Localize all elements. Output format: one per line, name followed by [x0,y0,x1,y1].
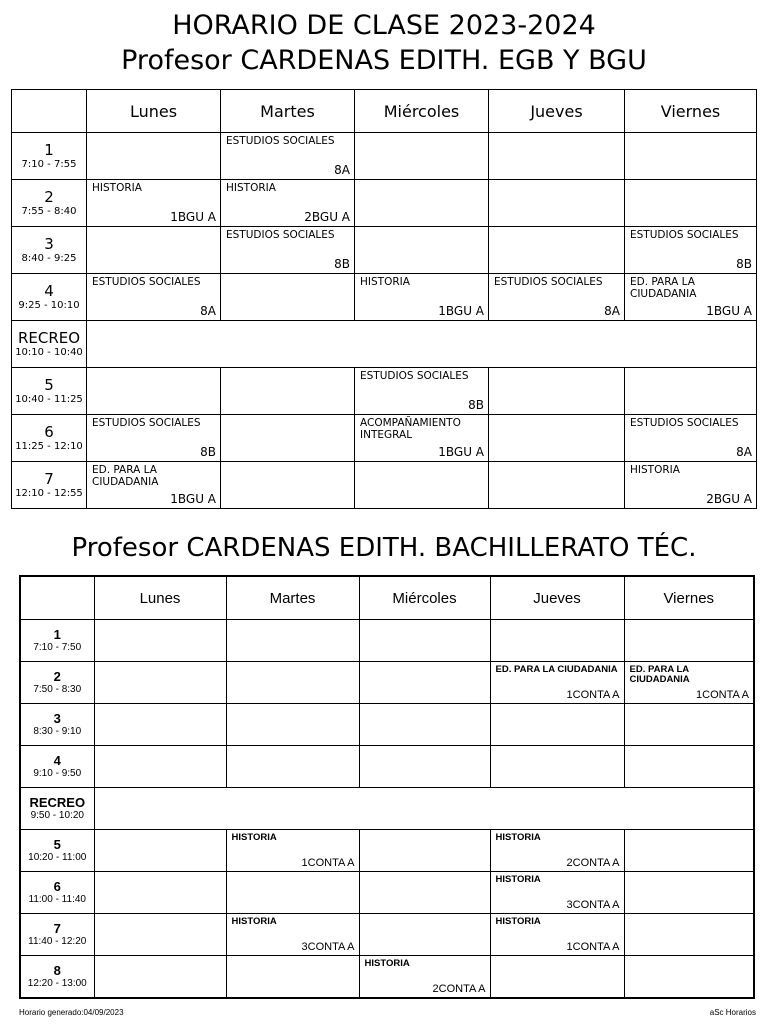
class-cell [226,830,359,872]
group-name: 8B [468,398,484,412]
group-name: 8B [200,445,216,459]
empty-cell [355,227,489,274]
recess-cell [94,788,754,830]
teacher-title-egb: Profesor CARDENAS EDITH. EGB Y BGU [121,45,647,76]
subject-name: HISTORIA [92,182,142,194]
period-time: 7:50 - 8:30 [33,684,82,696]
empty-cell [489,180,625,227]
period-row [12,274,757,321]
class-cell [490,662,624,704]
period-row [20,620,754,662]
class-cell [87,462,221,509]
group-name: 1CONTA A [696,689,749,701]
teacher-title-bachillerato: Profesor CARDENAS EDITH. BACHILLERATO TÉC. [71,533,697,563]
empty-cell [94,956,226,999]
group-name: 8A [200,304,216,318]
period-time: 11:40 - 12:20 [28,936,87,948]
empty-cell [490,620,624,662]
subject-name: ESTUDIOS SOCIALES [494,276,603,288]
class-cell [226,914,359,956]
class-cell [490,914,624,956]
schedule-title: HORARIO DE CLASE 2023-2024 [172,10,596,41]
empty-cell [489,133,625,180]
empty-cell [359,662,490,704]
period-label: 8 [53,962,61,978]
empty-cell [359,914,490,956]
period-row [12,368,757,415]
empty-cell [490,746,624,788]
subject-name: HISTORIA [231,916,277,927]
empty-cell [221,368,355,415]
period-label: 3 [44,235,54,254]
header-row [12,90,757,133]
empty-cell [625,368,757,415]
group-name: 8B [334,257,350,271]
class-cell [87,180,221,227]
period-time: 9:50 - 10:20 [30,810,84,822]
group-name: 2BGU A [706,492,752,506]
period-time: 11:00 - 11:40 [28,894,86,906]
period-cell [20,746,94,788]
subject-name: ED. PARA LA CIUDADANIA [495,664,618,675]
empty-cell [489,415,625,462]
class-cell [489,274,625,321]
period-label: 3 [53,710,61,726]
subject-name: HISTORIA [364,958,410,969]
period-row [20,956,754,999]
subject-name: HISTORIA [495,832,541,843]
empty-cell [359,830,490,872]
day-header: Lunes [94,576,226,620]
class-cell [355,274,489,321]
subject-name: ED. PARA LA CIUDADANIA [92,464,159,488]
group-name: 1CONTA A [566,941,620,953]
empty-cell [221,415,355,462]
day-header: Jueves [489,90,625,133]
group-name: 3CONTA A [301,941,355,953]
period-label: 2 [44,188,54,207]
period-time: 12:10 - 12:55 [15,487,83,499]
period-cell [12,368,87,415]
subject-name: HISTORIA [495,874,541,885]
period-cell [20,956,94,999]
footer-generated: Horario generado:04/09/2023 [19,1008,124,1017]
empty-cell [94,914,226,956]
period-label: 7 [44,470,54,489]
group-name: 1BGU A [170,210,216,224]
subject-name: ESTUDIOS SOCIALES [92,417,201,429]
day-header: Martes [221,90,355,133]
schedule-table-egb [11,89,757,509]
empty-cell [94,872,226,914]
day-header: Viernes [624,576,754,620]
subject-name: HISTORIA [630,464,680,476]
empty-cell [490,704,624,746]
empty-cell [226,620,359,662]
group-name: 2CONTA A [432,983,486,995]
class-cell [87,415,221,462]
period-cell [12,227,87,274]
period-row [12,180,757,227]
period-row [20,662,754,704]
empty-cell [625,180,757,227]
empty-cell [355,462,489,509]
empty-cell [94,830,226,872]
period-label: 5 [53,836,61,852]
period-label: 4 [53,752,61,768]
subject-name: HISTORIA [231,832,277,843]
period-label: RECREO [17,329,81,348]
day-header: Viernes [625,90,757,133]
empty-cell [359,620,490,662]
empty-cell [624,830,754,872]
group-name: 2BGU A [304,210,350,224]
empty-cell [624,914,754,956]
group-name: 8B [736,257,752,271]
empty-cell [359,746,490,788]
period-cell [20,788,94,830]
class-cell [221,180,355,227]
empty-cell [226,956,359,999]
empty-cell [624,746,754,788]
period-time: 8:40 - 9:25 [21,252,77,264]
empty-cell [94,620,226,662]
empty-cell [226,704,359,746]
group-name: 1BGU A [438,304,484,318]
period-cell [12,321,87,368]
empty-cell [624,704,754,746]
period-cell [20,830,94,872]
period-label: 1 [44,141,54,160]
empty-cell [489,368,625,415]
empty-cell [226,746,359,788]
class-cell [625,415,757,462]
empty-cell [359,704,490,746]
empty-cell [221,462,355,509]
period-cell [12,133,87,180]
empty-cell [87,133,221,180]
class-cell [625,462,757,509]
subject-name: ESTUDIOS SOCIALES [360,370,469,382]
period-time: 7:10 - 7:55 [21,158,77,170]
subject-name: ESTUDIOS SOCIALES [630,229,739,241]
class-cell [359,956,490,999]
empty-cell [87,227,221,274]
subject-name: ED. PARA LA CIUDADANIA [629,664,690,686]
period-cell [12,274,87,321]
class-cell [355,415,489,462]
subject-name: ACOMPAÑAMIENTO INTEGRAL [360,417,461,441]
group-name: 8A [334,163,350,177]
period-row [20,914,754,956]
subject-name: ED. PARA LA CIUDADANIA [630,276,697,300]
empty-cell [624,620,754,662]
empty-cell [625,133,757,180]
class-cell [490,872,624,914]
period-time: 10:10 - 10:40 [15,346,83,358]
period-label: 2 [53,668,61,684]
period-time: 9:25 - 10:10 [18,299,80,311]
period-label: 1 [53,626,61,642]
subject-name: ESTUDIOS SOCIALES [92,276,201,288]
period-row [20,830,754,872]
class-cell [625,227,757,274]
period-cell [12,415,87,462]
empty-cell [489,227,625,274]
schedule-table-bachillerato [19,575,755,999]
period-row [12,227,757,274]
day-header: Lunes [87,90,221,133]
empty-cell [489,462,625,509]
subject-name: ESTUDIOS SOCIALES [630,417,739,429]
period-row [12,133,757,180]
class-cell [355,368,489,415]
period-time: 12:20 - 13:00 [27,978,87,990]
group-name: 2CONTA A [566,857,620,869]
subject-name: ESTUDIOS SOCIALES [226,135,335,147]
period-time: 7:10 - 7:50 [33,642,82,654]
recess-row [20,788,754,830]
group-name: 1CONTA A [566,689,620,701]
day-header: Martes [226,576,359,620]
group-name: 1CONTA A [301,857,355,869]
period-time: 7:55 - 8:40 [21,205,77,217]
empty-cell [490,956,624,999]
period-cell [20,704,94,746]
period-label: 6 [53,878,61,894]
period-label: 7 [53,920,61,936]
period-time: 11:25 - 12:10 [15,440,83,452]
footer-brand: aSc Horarios [709,1008,756,1017]
subject-name: ESTUDIOS SOCIALES [226,229,335,241]
empty-cell [87,368,221,415]
period-row [12,462,757,509]
empty-cell [226,872,359,914]
empty-cell [359,872,490,914]
period-row [20,704,754,746]
empty-cell [94,746,226,788]
period-label: 5 [44,376,54,395]
class-cell [490,830,624,872]
subject-name: HISTORIA [495,916,541,927]
period-label: 4 [44,282,54,301]
period-row [20,872,754,914]
period-label: 6 [44,423,54,442]
header-row [20,576,754,620]
period-label: RECREO [29,794,86,810]
subject-name: HISTORIA [360,276,410,288]
group-name: 8A [604,304,620,318]
period-row [20,746,754,788]
day-header: Miércoles [355,90,489,133]
group-name: 3CONTA A [566,899,620,911]
period-cell [12,462,87,509]
empty-cell [355,180,489,227]
recess-row [12,321,757,368]
group-name: 1BGU A [170,492,216,506]
empty-cell [355,133,489,180]
empty-cell [624,956,754,999]
group-name: 1BGU A [706,304,752,318]
period-cell [20,662,94,704]
empty-cell [94,662,226,704]
period-time: 9:10 - 9:50 [33,768,82,780]
period-cell [20,620,94,662]
period-time: 10:40 - 11:25 [15,393,83,405]
period-time: 10:20 - 11:00 [28,852,87,864]
period-time: 8:30 - 9:10 [33,726,82,738]
class-cell [221,133,355,180]
class-cell [87,274,221,321]
period-cell [20,872,94,914]
corner-cell [12,90,87,133]
group-name: 8A [736,445,752,459]
period-cell [20,914,94,956]
day-header: Miércoles [359,576,490,620]
subject-name: HISTORIA [226,182,276,194]
empty-cell [624,872,754,914]
period-row [12,415,757,462]
day-header: Jueves [490,576,624,620]
empty-cell [226,662,359,704]
empty-cell [94,704,226,746]
class-cell [221,227,355,274]
class-cell [625,274,757,321]
period-cell [12,180,87,227]
class-cell [624,662,754,704]
empty-cell [221,274,355,321]
corner-cell [20,576,94,620]
group-name: 1BGU A [438,445,484,459]
recess-cell [87,321,757,368]
